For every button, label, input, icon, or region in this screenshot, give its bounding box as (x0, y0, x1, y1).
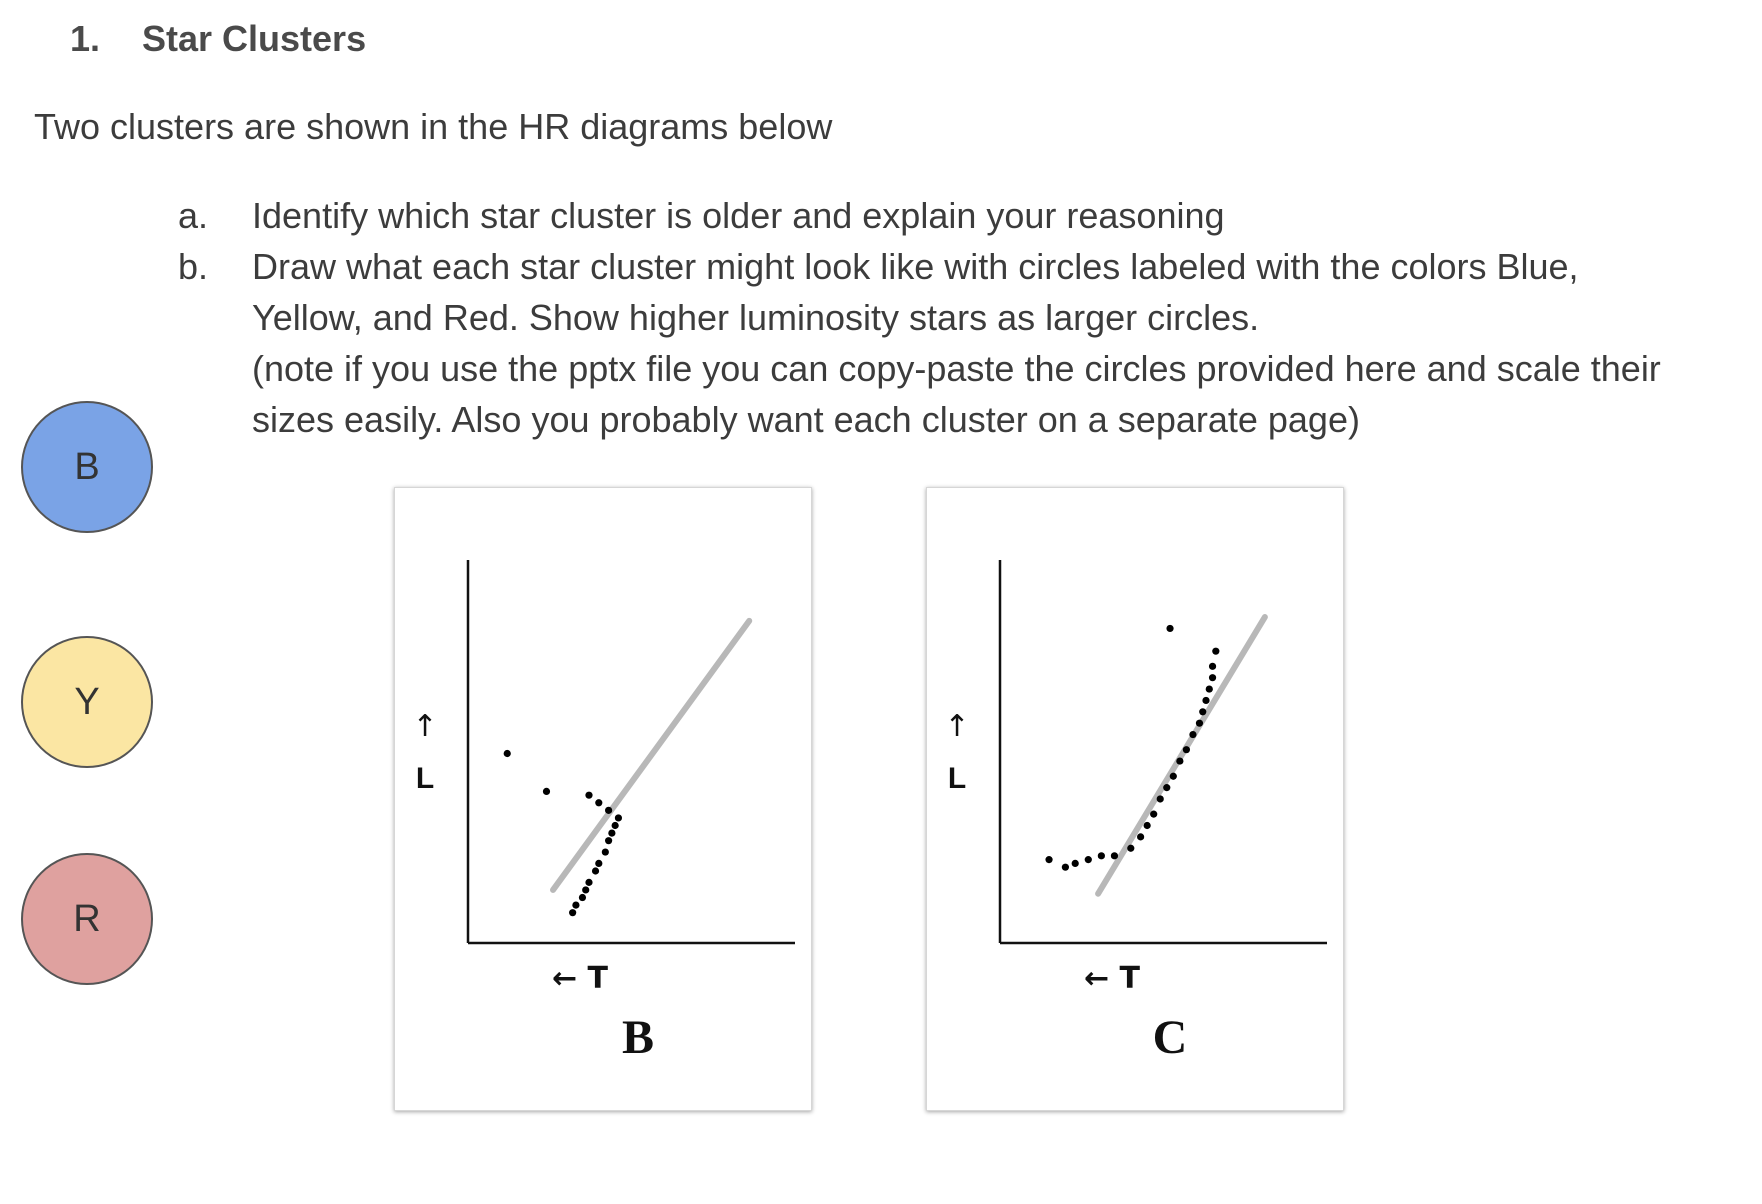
star-point (615, 814, 622, 821)
star-point (1170, 773, 1177, 780)
chart-title: C (1152, 1011, 1188, 1064)
y-axis-label: L (947, 762, 967, 795)
y-axis-label: L (415, 762, 435, 795)
star-point (592, 867, 599, 874)
red-circle[interactable] (21, 853, 153, 985)
star-point (1150, 811, 1157, 818)
x-axis-label: ← T (1083, 961, 1141, 996)
star-point (1085, 856, 1092, 863)
star-point (582, 886, 589, 893)
star-point (608, 829, 615, 836)
star-point (1212, 648, 1219, 655)
section-heading (70, 18, 366, 60)
question-line: (note if you use the pptx file you can copy-paste the circles provided here and scale their (252, 348, 1661, 389)
star-point (585, 792, 592, 799)
star-point (1166, 625, 1173, 632)
star-point (1196, 720, 1203, 727)
star-point (585, 879, 592, 886)
swatch-label: B (74, 445, 100, 488)
star-point (543, 788, 550, 795)
hr-diagram-b (395, 488, 811, 1110)
swatch-label: Y (74, 680, 100, 723)
hr-diagram-c (927, 488, 1343, 1110)
question-line: Yellow, and Red. Show higher luminosity stars as larger circles. (252, 297, 1260, 338)
question-line: Identify which star cluster is older and explain your reasoning (252, 195, 1225, 236)
hr-diagram-b-panel (394, 487, 812, 1111)
blue-circle[interactable] (21, 401, 153, 533)
y-axis-arrow: ↑ (412, 709, 438, 744)
star-point (1137, 833, 1144, 840)
main-sequence-line (553, 621, 749, 890)
intro-text: Two clusters are shown in the HR diagrams below (34, 106, 833, 147)
star-point (595, 860, 602, 867)
star-point (1127, 845, 1134, 852)
question-a (178, 190, 1738, 241)
star-point (1144, 822, 1151, 829)
star-point (1098, 852, 1105, 859)
question-line: Draw what each star cluster might look like with circles labeled with the colors Blue, (252, 246, 1579, 287)
star-point (504, 750, 511, 757)
star-point (1183, 746, 1190, 753)
question-marker: a. (178, 195, 209, 236)
star-point (605, 837, 612, 844)
star-point (1209, 674, 1216, 681)
swatch-label: R (73, 897, 101, 940)
question-list (178, 190, 1738, 445)
star-point (595, 799, 602, 806)
chart-title: B (621, 1011, 655, 1064)
star-point (1209, 663, 1216, 670)
section-title: Star Clusters (142, 18, 367, 59)
star-point (612, 822, 619, 829)
star-point (1189, 731, 1196, 738)
yellow-circle[interactable] (21, 636, 153, 768)
star-point (1062, 864, 1069, 871)
star-point (1157, 795, 1164, 802)
star-point (1206, 685, 1213, 692)
hr-diagram-c-panel (926, 487, 1344, 1111)
star-point (1202, 697, 1209, 704)
question-text (252, 241, 1738, 445)
x-axis-label: ← T (551, 961, 609, 996)
star-point (1176, 757, 1183, 764)
question-marker: b. (178, 246, 209, 287)
question-line: sizes easily. Also you probably want each cluster on a separate page) (252, 399, 1360, 440)
section-number: 1. (70, 18, 101, 59)
star-point (579, 894, 586, 901)
question-b (178, 241, 1738, 445)
star-point (1163, 784, 1170, 791)
star-point (569, 909, 576, 916)
star-point (1199, 708, 1206, 715)
star-point (1045, 856, 1052, 863)
question-text (252, 190, 1738, 241)
star-point (602, 848, 609, 855)
star-point (572, 902, 579, 909)
main-sequence-line (1098, 617, 1265, 894)
star-point (1111, 852, 1118, 859)
star-point (605, 807, 612, 814)
star-point (1072, 860, 1079, 867)
y-axis-arrow: ↑ (944, 709, 970, 744)
